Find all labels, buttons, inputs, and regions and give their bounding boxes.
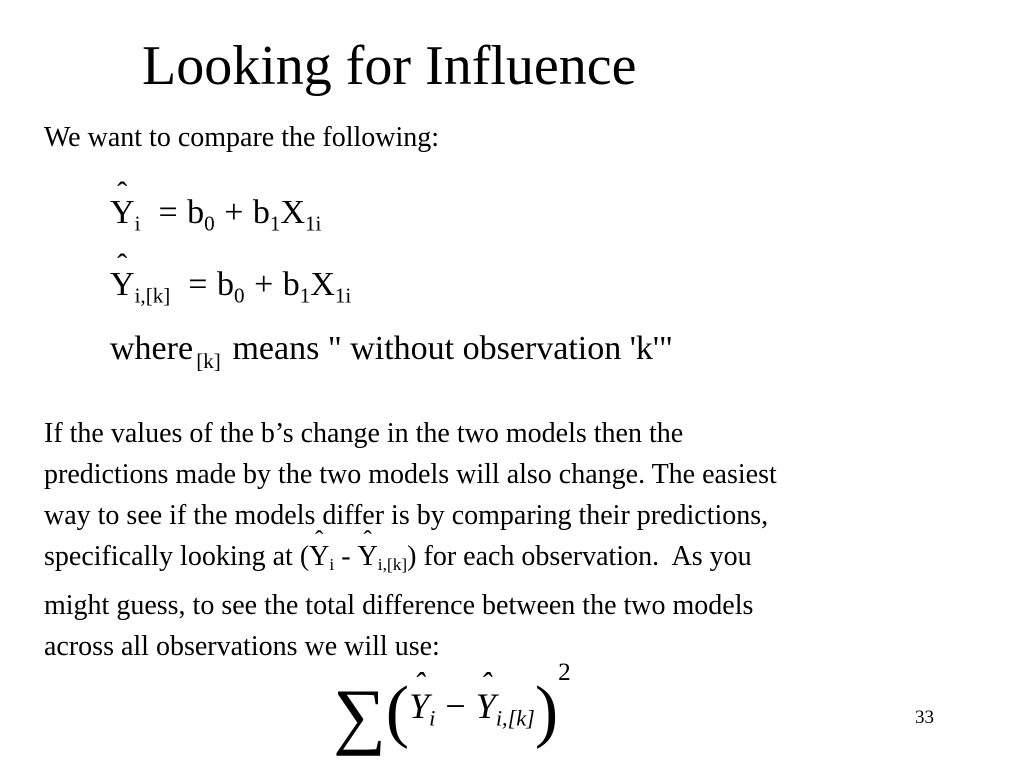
y-symbol: Y: [357, 541, 378, 572]
where-definition: [110, 332, 673, 373]
paragraph-text: ) for each observation. As you: [407, 541, 752, 572]
equals-sign: =: [158, 194, 178, 231]
b1-symbol: b: [252, 194, 270, 231]
y-hat: [309, 536, 329, 577]
y-subscript: i: [429, 705, 436, 731]
b0-subscript: 0: [204, 211, 215, 236]
b0-symbol: b: [217, 266, 234, 303]
where-word: where: [110, 330, 194, 367]
paragraph-line: If the values of the b’s change in the two models then the: [44, 418, 684, 449]
paragraph-line: way to see if the models differ is by comparing their predictions,: [44, 500, 769, 531]
b1-subscript: 1: [299, 283, 311, 308]
sum-squared-difference-formula: [333, 659, 571, 757]
y-hat: [409, 685, 430, 726]
b1-subscript: 1: [269, 211, 281, 236]
y-symbol: Y: [409, 685, 430, 726]
x-symbol: X: [310, 266, 335, 303]
exponent: 2: [558, 659, 571, 686]
y-hat: [110, 268, 135, 302]
y-symbol: Y: [110, 194, 135, 231]
y-hat: [475, 685, 496, 726]
y-subscript: i: [134, 211, 141, 236]
y-symbol: Y: [110, 266, 135, 303]
paragraph-line: across all observations we will use:: [44, 631, 440, 663]
minus-sign: −: [445, 685, 466, 726]
equation-full-model: [110, 196, 321, 234]
y-subscript: i: [329, 555, 335, 575]
page-number: 33: [915, 707, 934, 728]
y-subscript: i,[k]: [495, 705, 535, 731]
x-subscript: 1i: [334, 283, 352, 308]
equals-sign: =: [188, 266, 208, 303]
b0-subscript: 0: [234, 283, 245, 308]
open-paren: (: [385, 672, 410, 750]
minus-sign: -: [334, 541, 358, 572]
y-hat: [358, 536, 378, 577]
intro-text: We want to compare the following:: [44, 122, 440, 153]
b1-symbol: b: [282, 266, 300, 303]
paragraph-text: specifically looking at (: [44, 541, 310, 572]
plus-sign: +: [224, 194, 244, 231]
y-subscript: i,[k]: [134, 283, 171, 308]
sigma-symbol: ∑: [333, 674, 386, 757]
y-symbol: Y: [475, 685, 496, 726]
where-meaning: means " without observation 'k'": [232, 330, 673, 367]
slide-title: Looking for Influence: [142, 35, 637, 97]
x-subscript: 1i: [305, 211, 322, 236]
paragraph-line-with-math: [44, 536, 984, 585]
b0-symbol: b: [187, 194, 205, 231]
y-subscript: i,[k]: [377, 555, 408, 575]
k-subscript: [k]: [196, 349, 221, 374]
close-paren: ): [534, 672, 559, 750]
y-symbol: Y: [309, 541, 330, 572]
y-hat: [110, 196, 135, 230]
paragraph-line: might guess, to see the total difference between the two models: [44, 590, 754, 622]
body-paragraph: [44, 413, 984, 667]
equation-reduced-model: [110, 268, 351, 306]
plus-sign: +: [254, 266, 274, 303]
paragraph-line: predictions made by the two models will also change. The easiest: [44, 459, 777, 490]
x-symbol: X: [280, 194, 306, 231]
